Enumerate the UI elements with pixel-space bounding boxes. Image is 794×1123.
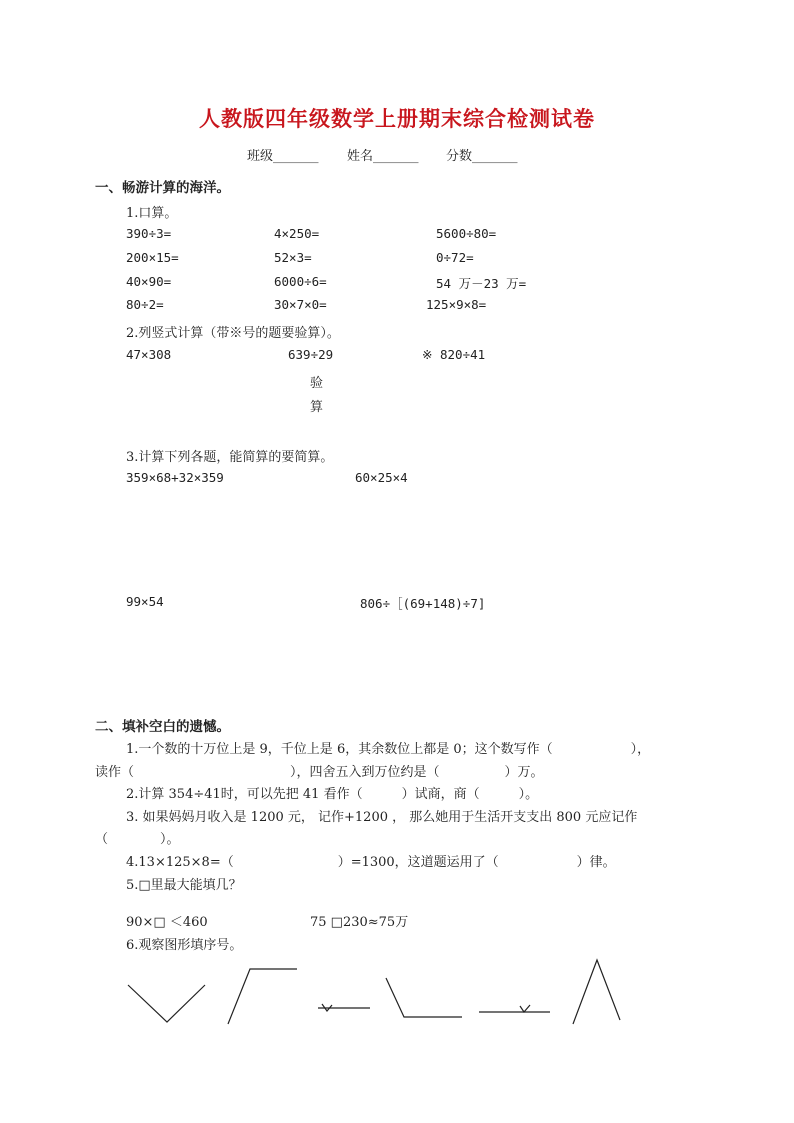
- oral-calc-item: 6000÷6=: [274, 274, 327, 289]
- angle-figure-2: [228, 969, 297, 1024]
- fill-q6-label: 6.观察图形填序号。: [126, 938, 243, 953]
- angle-figure-1: [128, 985, 205, 1022]
- angle-figure-5-mark: [520, 1005, 530, 1012]
- oral-calc-item: 80÷2=: [126, 297, 164, 312]
- oral-calc-item: 30×7×0=: [274, 297, 327, 312]
- fill-q5-item: 90×□ ＜460: [126, 915, 208, 930]
- fill-q2: 2.计算 354÷41时，可以先把 41 看作（ ）试商，商（ ）。: [126, 787, 539, 802]
- fill-q1-line1: 1.一个数的十万位上是 9，千位上是 6，其余数位上都是 0；这个数写作（ ），: [126, 742, 651, 757]
- section-1-heading: 一、畅游计算的海洋。: [95, 180, 230, 196]
- simplify-calc-item: 359×68+32×359: [126, 470, 224, 485]
- section-2-heading: 二、填补空白的遗憾。: [95, 719, 230, 735]
- check-label: 算: [310, 400, 324, 415]
- check-label: 验: [310, 376, 324, 391]
- angle-figure-6: [573, 960, 620, 1024]
- fill-q3-line2: （ ）。: [95, 832, 180, 847]
- score-field: 分数_______: [446, 149, 518, 164]
- oral-calc-item: 0÷72=: [436, 250, 474, 265]
- fill-q5-item: 75 □230≈75万: [310, 915, 409, 930]
- oral-calc-item: 5600÷80=: [436, 226, 497, 241]
- simplify-calc-item: 60×25×4: [355, 470, 408, 485]
- oral-calc-item: 4×250=: [274, 226, 320, 241]
- name-field: 姓名_______: [347, 149, 419, 164]
- class-field: 班级_______: [247, 149, 319, 164]
- oral-calc-item: 125×9×8=: [426, 297, 487, 312]
- oral-calc-item: 54 万－23 万=: [436, 276, 527, 291]
- fill-q4: 4.13×125×8=（ ）=1300，这道题运用了（ ）律。: [126, 855, 616, 870]
- simplify-calc-item: 99×54: [126, 594, 164, 609]
- q1-1-label: 1.口算。: [126, 206, 178, 221]
- angle-figure-4: [386, 978, 462, 1017]
- q1-2-label: 2.列竖式计算（带※号的题要验算）。: [126, 326, 340, 341]
- fill-q1-line2: 读作（ ），四舍五入到万位约是（ ）万。: [95, 765, 544, 780]
- exam-title: 人教版四年级数学上册期末综合检测试卷: [199, 107, 595, 131]
- simplify-calc-item: 806÷［(69+148)÷7]: [360, 596, 486, 611]
- vertical-calc-item: ※ 820÷41: [422, 347, 486, 362]
- vertical-calc-item: 639÷29: [288, 347, 334, 362]
- oral-calc-item: 390÷3=: [126, 226, 172, 241]
- oral-calc-item: 52×3=: [274, 250, 312, 265]
- fill-q5-label: 5.□里最大能填几？: [126, 878, 242, 893]
- oral-calc-item: 40×90=: [126, 274, 172, 289]
- vertical-calc-item: 47×308: [126, 347, 172, 362]
- q1-3-label: 3.计算下列各题，能简算的要简算。: [126, 450, 334, 465]
- oral-calc-item: 200×15=: [126, 250, 179, 265]
- fill-q3-line1: 3. 如果妈妈月收入是 1200 元， 记作+1200 ， 那么她用于生活开支支出 800 元应记作: [126, 810, 638, 825]
